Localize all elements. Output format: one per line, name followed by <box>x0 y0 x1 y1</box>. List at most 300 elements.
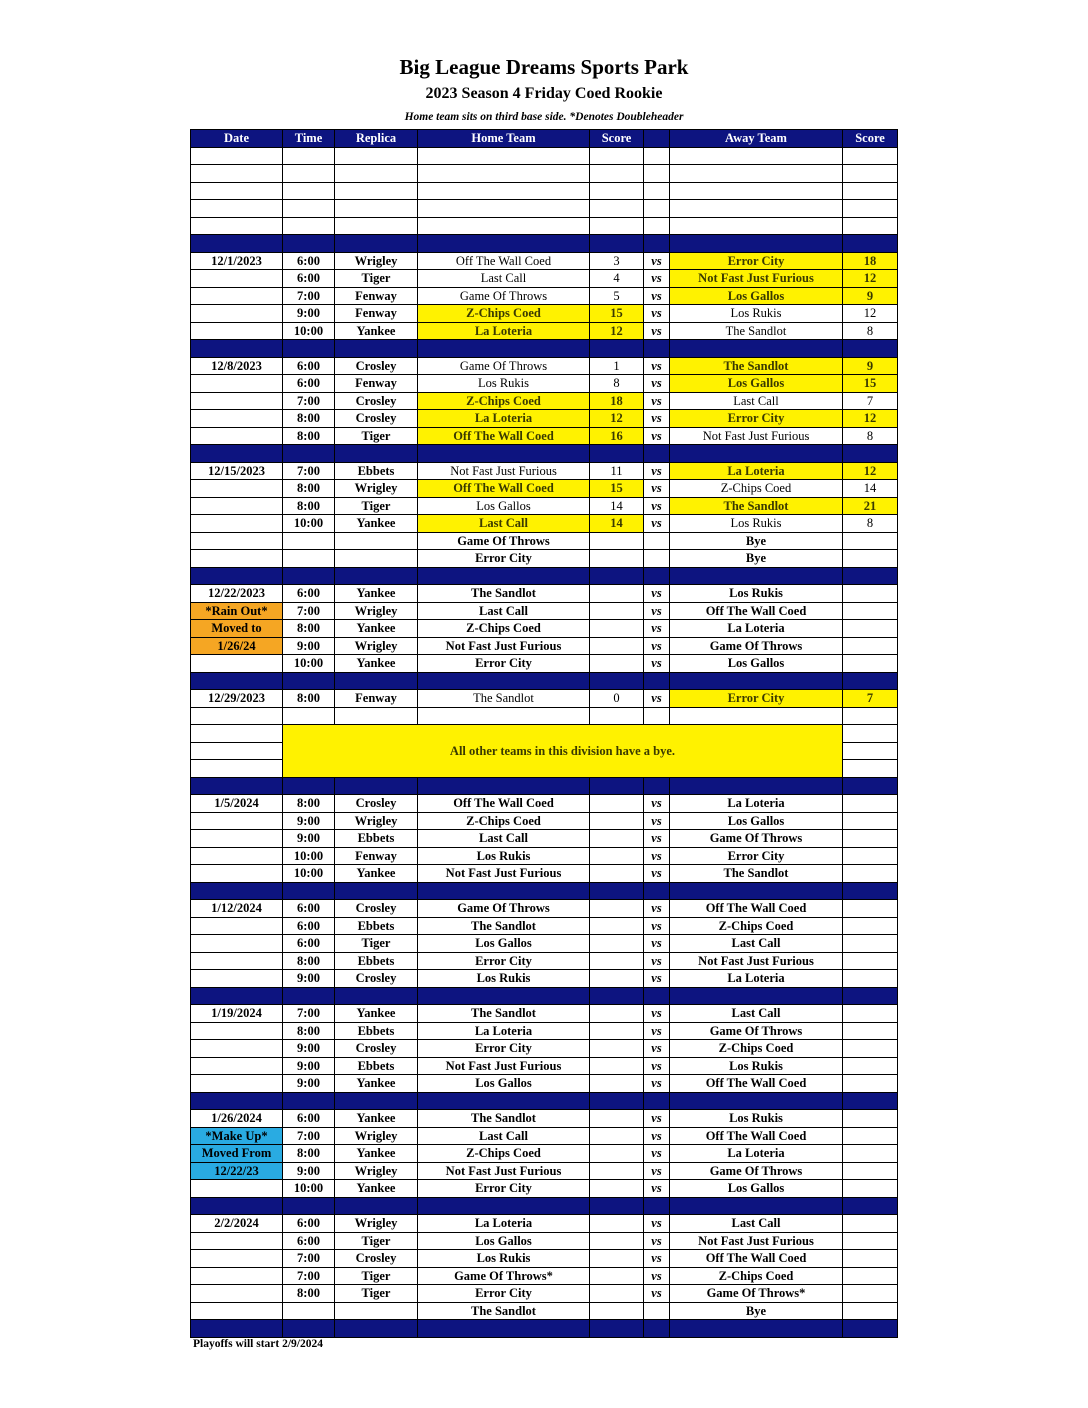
home-score: 12 <box>590 322 644 340</box>
home-score <box>590 602 644 620</box>
game-row <box>191 1232 898 1250</box>
empty-cell <box>191 760 283 778</box>
game-date: 12/15/2023 <box>191 462 283 480</box>
game-time: 8:00 <box>283 497 335 515</box>
vs-label: vs <box>644 305 670 323</box>
home-team: Error City <box>418 550 590 568</box>
game-date <box>191 480 283 498</box>
game-row <box>191 550 898 568</box>
game-field: Yankee <box>335 1110 418 1128</box>
game-date <box>191 1285 283 1303</box>
away-team: Bye <box>670 1302 843 1320</box>
home-score <box>590 655 644 673</box>
game-time <box>283 1302 335 1320</box>
game-time: 7:00 <box>283 392 335 410</box>
week-separator <box>191 672 898 690</box>
game-date: 12/29/2023 <box>191 690 283 708</box>
empty-cell <box>418 200 590 218</box>
empty-cell <box>843 182 898 200</box>
away-team: La Loteria <box>670 970 843 988</box>
away-team: Los Rukis <box>670 1057 843 1075</box>
empty-cell <box>335 165 418 183</box>
game-time: 7:00 <box>283 602 335 620</box>
game-row <box>191 515 898 533</box>
home-team: Game Of Throws* <box>418 1267 590 1285</box>
game-date <box>191 935 283 953</box>
game-date <box>191 497 283 515</box>
home-score: 15 <box>590 305 644 323</box>
vs-label: vs <box>644 1040 670 1058</box>
week-separator <box>191 777 898 795</box>
game-time: 10:00 <box>283 865 335 883</box>
game-date: 12/1/2023 <box>191 252 283 270</box>
game-time: 10:00 <box>283 515 335 533</box>
empty-cell <box>418 165 590 183</box>
away-team: Off The Wall Coed <box>670 1075 843 1093</box>
page-title: Big League Dreams Sports Park <box>399 55 689 79</box>
away-team: Z-Chips Coed <box>670 1267 843 1285</box>
vs-label: vs <box>644 917 670 935</box>
week-separator <box>191 235 898 253</box>
separator-cell <box>590 1092 644 1110</box>
game-date <box>191 322 283 340</box>
away-team: The Sandlot <box>670 357 843 375</box>
game-date <box>191 305 283 323</box>
separator-cell <box>670 777 843 795</box>
separator-cell <box>590 672 644 690</box>
away-team: Los Rukis <box>670 585 843 603</box>
away-score: 12 <box>843 305 898 323</box>
empty-cell <box>283 182 335 200</box>
game-row <box>191 410 898 428</box>
home-team: Off The Wall Coed <box>418 795 590 813</box>
separator-cell <box>670 567 843 585</box>
away-team: Bye <box>670 532 843 550</box>
game-row <box>191 690 898 708</box>
separator-cell <box>644 1197 670 1215</box>
away-score <box>843 1022 898 1040</box>
separator-cell <box>590 777 644 795</box>
game-row <box>191 305 898 323</box>
away-team: La Loteria <box>670 620 843 638</box>
game-time: 8:00 <box>283 427 335 445</box>
empty-cell <box>335 200 418 218</box>
game-field: Yankee <box>335 1145 418 1163</box>
game-field: Ebbets <box>335 1057 418 1075</box>
home-team: Game Of Throws <box>418 287 590 305</box>
separator-cell <box>418 1320 590 1338</box>
home-score <box>590 1267 644 1285</box>
col-away-team: Away Team <box>670 130 843 148</box>
vs-label: vs <box>644 830 670 848</box>
game-date: Moved From <box>191 1145 283 1163</box>
empty-cell <box>590 165 644 183</box>
empty-cell <box>283 165 335 183</box>
col-time: Time <box>283 130 335 148</box>
separator-cell <box>670 672 843 690</box>
empty-cell <box>590 217 644 235</box>
away-score <box>843 952 898 970</box>
home-team: Los Rukis <box>418 375 590 393</box>
empty-cell <box>843 165 898 183</box>
home-score <box>590 1005 644 1023</box>
game-row <box>191 830 898 848</box>
away-team: Off The Wall Coed <box>670 602 843 620</box>
game-time: 10:00 <box>283 322 335 340</box>
home-team: Game Of Throws <box>418 532 590 550</box>
away-score <box>843 602 898 620</box>
vs-label: vs <box>644 952 670 970</box>
game-date <box>191 1040 283 1058</box>
game-field: Crosley <box>335 410 418 428</box>
vs-label: vs <box>644 392 670 410</box>
game-field: Crosley <box>335 900 418 918</box>
separator-cell <box>335 340 418 358</box>
away-score: 8 <box>843 322 898 340</box>
home-score <box>590 620 644 638</box>
game-date <box>191 812 283 830</box>
game-field: Crosley <box>335 970 418 988</box>
home-score: 5 <box>590 287 644 305</box>
empty-cell <box>843 742 898 760</box>
week-separator <box>191 987 898 1005</box>
game-row <box>191 427 898 445</box>
separator-cell <box>590 882 644 900</box>
game-row <box>191 1040 898 1058</box>
away-score: 12 <box>843 462 898 480</box>
empty-cell <box>335 707 418 725</box>
game-row <box>191 392 898 410</box>
away-score <box>843 1075 898 1093</box>
blank-row <box>191 707 898 725</box>
game-row <box>191 1005 898 1023</box>
game-date <box>191 1302 283 1320</box>
game-row <box>191 287 898 305</box>
playoffs-note: Playoffs will start 2/9/2024 <box>193 1338 323 1350</box>
game-field: Fenway <box>335 690 418 708</box>
game-time: 6:00 <box>283 1215 335 1233</box>
vs-label: vs <box>644 637 670 655</box>
away-team: Bye <box>670 550 843 568</box>
game-row <box>191 375 898 393</box>
separator-cell <box>335 987 418 1005</box>
game-time: 9:00 <box>283 830 335 848</box>
game-field: Yankee <box>335 1075 418 1093</box>
away-team: The Sandlot <box>670 322 843 340</box>
empty-cell <box>590 147 644 165</box>
vs-label: vs <box>644 1180 670 1198</box>
game-date <box>191 1180 283 1198</box>
away-score <box>843 1162 898 1180</box>
week-separator <box>191 1092 898 1110</box>
vs-label: vs <box>644 900 670 918</box>
vs-label: vs <box>644 480 670 498</box>
home-score <box>590 637 644 655</box>
away-team: Error City <box>670 252 843 270</box>
away-team: Not Fast Just Furious <box>670 427 843 445</box>
vs-label: vs <box>644 357 670 375</box>
home-team: Last Call <box>418 515 590 533</box>
game-date <box>191 655 283 673</box>
empty-cell <box>843 147 898 165</box>
vs-label: vs <box>644 1267 670 1285</box>
away-score: 9 <box>843 287 898 305</box>
away-team: Error City <box>670 847 843 865</box>
game-row <box>191 900 898 918</box>
home-score <box>590 1127 644 1145</box>
away-score: 12 <box>843 410 898 428</box>
separator-cell <box>418 445 590 463</box>
game-time: 8:00 <box>283 795 335 813</box>
home-team: Not Fast Just Furious <box>418 865 590 883</box>
away-team: Last Call <box>670 935 843 953</box>
game-time: 8:00 <box>283 1022 335 1040</box>
home-team: Z-Chips Coed <box>418 812 590 830</box>
game-field: Crosley <box>335 1040 418 1058</box>
game-field <box>335 550 418 568</box>
home-team: Los Gallos <box>418 1232 590 1250</box>
separator-cell <box>283 235 335 253</box>
home-score <box>590 917 644 935</box>
col-home-score: Score <box>590 130 644 148</box>
separator-cell <box>191 882 283 900</box>
home-team: Last Call <box>418 830 590 848</box>
separator-cell <box>590 445 644 463</box>
home-score: 15 <box>590 480 644 498</box>
separator-cell <box>191 1197 283 1215</box>
vs-label: vs <box>644 1215 670 1233</box>
separator-cell <box>418 882 590 900</box>
separator-cell <box>590 567 644 585</box>
game-time <box>283 550 335 568</box>
home-team: Last Call <box>418 1127 590 1145</box>
game-date <box>191 847 283 865</box>
empty-cell <box>670 217 843 235</box>
game-row <box>191 935 898 953</box>
empty-cell <box>335 147 418 165</box>
page-note: Home team sits on third base side. *Denotes Doubleheader <box>404 111 684 123</box>
away-team: Last Call <box>670 392 843 410</box>
col-home-team: Home Team <box>418 130 590 148</box>
game-row <box>191 1250 898 1268</box>
home-score <box>590 1285 644 1303</box>
empty-cell <box>191 165 283 183</box>
empty-cell <box>670 165 843 183</box>
away-score <box>843 1285 898 1303</box>
game-time: 8:00 <box>283 952 335 970</box>
away-score <box>843 1005 898 1023</box>
away-team: Z-Chips Coed <box>670 917 843 935</box>
vs-label: vs <box>644 970 670 988</box>
away-team: Game Of Throws <box>670 1162 843 1180</box>
game-field: Ebbets <box>335 1022 418 1040</box>
vs-label: vs <box>644 795 670 813</box>
col-replica: Replica <box>335 130 418 148</box>
away-team: La Loteria <box>670 1145 843 1163</box>
home-score: 11 <box>590 462 644 480</box>
home-score: 18 <box>590 392 644 410</box>
away-score <box>843 1180 898 1198</box>
blank-row <box>191 200 898 218</box>
game-date: 12/8/2023 <box>191 357 283 375</box>
game-date <box>191 410 283 428</box>
empty-cell <box>644 165 670 183</box>
separator-cell <box>335 1320 418 1338</box>
vs-label: vs <box>644 1232 670 1250</box>
empty-cell <box>843 217 898 235</box>
away-team: The Sandlot <box>670 865 843 883</box>
vs-label: vs <box>644 410 670 428</box>
vs-label: vs <box>644 497 670 515</box>
away-team: Last Call <box>670 1215 843 1233</box>
empty-cell <box>335 182 418 200</box>
game-field: Yankee <box>335 1005 418 1023</box>
away-team: Not Fast Just Furious <box>670 270 843 288</box>
game-row <box>191 952 898 970</box>
game-time: 6:00 <box>283 270 335 288</box>
separator-cell <box>843 1092 898 1110</box>
vs-label: vs <box>644 1145 670 1163</box>
week-separator <box>191 882 898 900</box>
separator-cell <box>590 987 644 1005</box>
vs-label: vs <box>644 1127 670 1145</box>
home-team: Off The Wall Coed <box>418 427 590 445</box>
game-field: Tiger <box>335 1285 418 1303</box>
away-score: 18 <box>843 252 898 270</box>
vs-label <box>644 1302 670 1320</box>
game-field <box>335 532 418 550</box>
empty-cell <box>670 182 843 200</box>
game-row <box>191 497 898 515</box>
away-score <box>843 847 898 865</box>
home-score: 3 <box>590 252 644 270</box>
home-score: 14 <box>590 515 644 533</box>
game-field: Wrigley <box>335 252 418 270</box>
bye-message: All other teams in this division have a bye. <box>283 725 843 778</box>
game-row <box>191 270 898 288</box>
game-field: Tiger <box>335 497 418 515</box>
home-score <box>590 1302 644 1320</box>
separator-cell <box>843 340 898 358</box>
separator-cell <box>644 777 670 795</box>
separator-cell <box>418 340 590 358</box>
home-score <box>590 847 644 865</box>
empty-cell <box>191 707 283 725</box>
home-team: Los Gallos <box>418 935 590 953</box>
game-row <box>191 847 898 865</box>
separator-cell <box>843 777 898 795</box>
separator-cell <box>843 882 898 900</box>
away-score: 14 <box>843 480 898 498</box>
game-field: Wrigley <box>335 480 418 498</box>
blank-row <box>191 182 898 200</box>
separator-cell <box>335 672 418 690</box>
home-score <box>590 1057 644 1075</box>
home-team: Off The Wall Coed <box>418 480 590 498</box>
empty-cell <box>670 147 843 165</box>
game-row <box>191 917 898 935</box>
empty-cell <box>670 200 843 218</box>
home-team: The Sandlot <box>418 1302 590 1320</box>
home-score <box>590 1022 644 1040</box>
game-field: Wrigley <box>335 637 418 655</box>
empty-cell <box>191 742 283 760</box>
home-score <box>590 585 644 603</box>
away-score <box>843 620 898 638</box>
empty-cell <box>670 707 843 725</box>
game-row <box>191 480 898 498</box>
game-date: *Rain Out* <box>191 602 283 620</box>
game-field: Ebbets <box>335 462 418 480</box>
away-team: Game Of Throws <box>670 637 843 655</box>
away-score: 7 <box>843 690 898 708</box>
vs-label: vs <box>644 1110 670 1128</box>
game-row <box>191 865 898 883</box>
separator-cell <box>335 445 418 463</box>
col-away-score: Score <box>843 130 898 148</box>
game-row <box>191 1110 898 1128</box>
away-team: Error City <box>670 690 843 708</box>
separator-cell <box>670 235 843 253</box>
empty-cell <box>418 217 590 235</box>
game-field: Yankee <box>335 1180 418 1198</box>
game-row <box>191 1022 898 1040</box>
away-team: Off The Wall Coed <box>670 1127 843 1145</box>
separator-cell <box>644 567 670 585</box>
game-field: Yankee <box>335 620 418 638</box>
away-score: 8 <box>843 515 898 533</box>
vs-label: vs <box>644 1162 670 1180</box>
away-score <box>843 1127 898 1145</box>
vs-label: vs <box>644 427 670 445</box>
empty-cell <box>283 200 335 218</box>
game-date <box>191 1232 283 1250</box>
game-date <box>191 287 283 305</box>
empty-cell <box>843 760 898 778</box>
vs-label: vs <box>644 865 670 883</box>
home-team: La Loteria <box>418 1215 590 1233</box>
separator-cell <box>670 340 843 358</box>
game-time: 9:00 <box>283 1057 335 1075</box>
vs-label: vs <box>644 620 670 638</box>
game-row <box>191 812 898 830</box>
game-date <box>191 375 283 393</box>
empty-cell <box>418 707 590 725</box>
vs-label: vs <box>644 655 670 673</box>
home-team: Z-Chips Coed <box>418 1145 590 1163</box>
home-team: Last Call <box>418 270 590 288</box>
blank-row <box>191 147 898 165</box>
home-team: Los Rukis <box>418 1250 590 1268</box>
separator-cell <box>418 777 590 795</box>
separator-cell <box>670 882 843 900</box>
game-date: 1/26/24 <box>191 637 283 655</box>
away-score: 21 <box>843 497 898 515</box>
separator-cell <box>283 445 335 463</box>
away-score <box>843 830 898 848</box>
away-score <box>843 917 898 935</box>
game-time: 6:00 <box>283 252 335 270</box>
away-score <box>843 1302 898 1320</box>
game-field: Ebbets <box>335 917 418 935</box>
game-row <box>191 620 898 638</box>
game-field: Yankee <box>335 322 418 340</box>
home-team: The Sandlot <box>418 1005 590 1023</box>
game-date <box>191 1057 283 1075</box>
separator-cell <box>590 1197 644 1215</box>
schedule-body <box>191 147 898 1337</box>
home-team: Los Rukis <box>418 847 590 865</box>
